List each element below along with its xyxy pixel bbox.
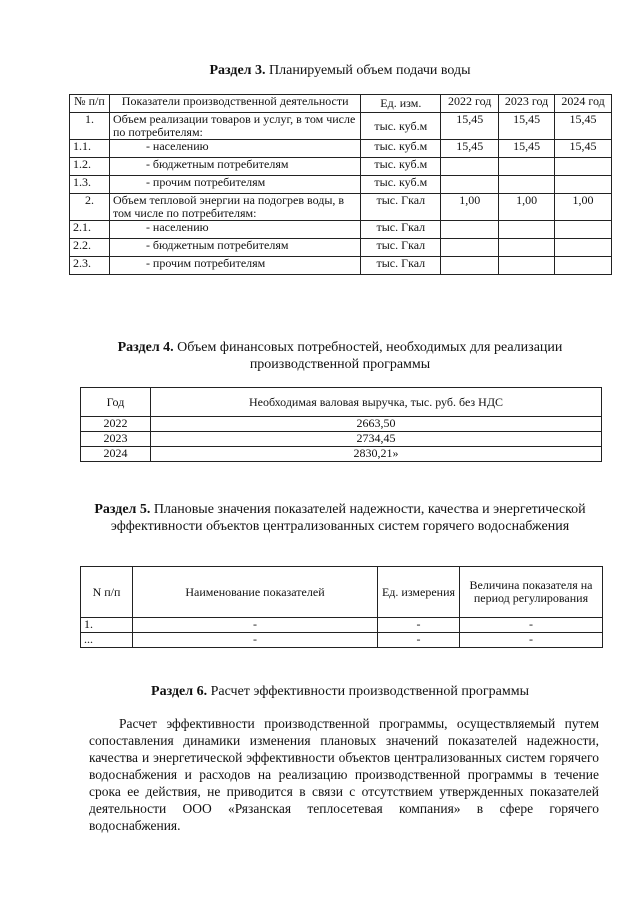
row-revenue: 2830,21»	[151, 447, 602, 462]
table-row	[70, 140, 612, 158]
header-unit: Ед. измерения	[378, 567, 460, 618]
row-revenue: 2734,45	[151, 432, 602, 447]
planned-water-supply-table	[69, 94, 612, 275]
table-row	[70, 113, 612, 140]
header-year-2024: 2024 год	[555, 95, 612, 113]
row-value-2022	[441, 176, 499, 194]
row-num: 2.3.	[70, 257, 110, 275]
row-revenue: 2663,50	[151, 417, 602, 432]
row-value: -	[460, 633, 603, 648]
row-value-2024	[555, 176, 612, 194]
header-num: N п/п	[81, 567, 133, 618]
row-num: 2.	[70, 194, 110, 221]
header-name: Наименование показателей	[133, 567, 378, 618]
reliability-indicators-table	[80, 566, 603, 648]
table-header-row	[81, 388, 602, 417]
row-value-2023	[499, 221, 555, 239]
row-num: 1.	[81, 618, 133, 633]
section-3-title: Планируемый объем подачи воды	[265, 63, 471, 78]
row-value-2022	[441, 158, 499, 176]
row-indicator: Объем тепловой энергии на подогрев воды, в том числе по потребителям:	[109, 194, 360, 221]
row-indicator: - прочим потребителям	[109, 257, 360, 275]
header-indicator: Показатели производственной деятельности	[109, 95, 360, 113]
section-3-heading	[70, 62, 610, 79]
row-indicator: - населению	[109, 140, 360, 158]
row-unit: тыс. куб.м	[361, 176, 441, 194]
row-value-2023	[499, 257, 555, 275]
row-indicator: - прочим потребителям	[109, 176, 360, 194]
row-unit: тыс. куб.м	[361, 158, 441, 176]
row-value-2024: 15,45	[555, 113, 612, 140]
row-value-2024	[555, 221, 612, 239]
section-6-heading	[70, 683, 610, 700]
header-value: Величина показателя на период регулирования	[460, 567, 603, 618]
table-row	[70, 239, 612, 257]
row-value-2023: 15,45	[499, 140, 555, 158]
row-value-2024	[555, 158, 612, 176]
table-row	[70, 176, 612, 194]
row-value: -	[460, 618, 603, 633]
row-unit: тыс. Гкал	[361, 239, 441, 257]
header-year-2022: 2022 год	[441, 95, 499, 113]
row-unit: тыс. куб.м	[361, 140, 441, 158]
row-num: 2.2.	[70, 239, 110, 257]
section-3-number: Раздел 3.	[209, 63, 266, 78]
section-4-title: Объем финансовых потребностей, необходимых для реализации производственной программы	[173, 340, 563, 372]
table-row	[81, 432, 602, 447]
table-row	[70, 194, 612, 221]
header-year-2023: 2023 год	[499, 95, 555, 113]
row-value-2022: 1,00	[441, 194, 499, 221]
row-value-2022: 15,45	[441, 113, 499, 140]
row-value-2023	[499, 239, 555, 257]
row-value-2023	[499, 176, 555, 194]
table-header-row	[70, 95, 612, 113]
row-value-2024: 1,00	[555, 194, 612, 221]
row-value-2022	[441, 239, 499, 257]
section-4-number: Раздел 4.	[117, 340, 174, 355]
row-year: 2024	[81, 447, 151, 462]
table-row	[81, 447, 602, 462]
row-unit: тыс. Гкал	[361, 257, 441, 275]
row-name: -	[133, 633, 378, 648]
row-num: 1.3.	[70, 176, 110, 194]
header-num: № п/п	[70, 95, 110, 113]
section-6-number: Раздел 6.	[151, 684, 208, 699]
header-year: Год	[81, 388, 151, 417]
row-value-2024: 15,45	[555, 140, 612, 158]
section-5-title: Плановые значения показателей надежности, качества и энергетической эффективности объектов централизованных систем горячего водоснабжения	[110, 502, 586, 534]
row-value-2024	[555, 239, 612, 257]
row-indicator: Объем реализации товаров и услуг, в том числе по потребителям:	[109, 113, 360, 140]
row-unit: тыс. Гкал	[361, 194, 441, 221]
row-year: 2023	[81, 432, 151, 447]
row-num: 1.	[70, 113, 110, 140]
row-value-2024	[555, 257, 612, 275]
row-name: -	[133, 618, 378, 633]
row-value-2023: 15,45	[499, 113, 555, 140]
table-row	[70, 158, 612, 176]
row-value-2023: 1,00	[499, 194, 555, 221]
table-row	[81, 618, 603, 633]
financial-needs-table	[80, 387, 602, 462]
section-6-paragraph: Расчет эффективности производственной программы, осуществляемый путем сопоставления динамики изменения плановых значений показателей надежности, качества и энергетической эффективности объектов централизованных систем горячего водоснабжения и расходов на реализацию производственной программы в течение срока ее действия, не приводится в связи с отсутствием утвержденных показателей деятельности ООО «Рязанская теплосетевая компания» в сфере горячего водоснабжения.	[89, 716, 599, 833]
row-num: ...	[81, 633, 133, 648]
row-value-2022	[441, 221, 499, 239]
section-4-heading	[70, 339, 610, 373]
row-unit: тыс. Гкал	[361, 221, 441, 239]
row-unit: -	[378, 618, 460, 633]
section-5-heading	[70, 501, 610, 535]
row-value-2022: 15,45	[441, 140, 499, 158]
section-5-number: Раздел 5.	[94, 502, 151, 517]
header-unit: Ед. изм.	[361, 95, 441, 113]
row-indicator: - бюджетным потребителям	[109, 158, 360, 176]
table-row	[70, 221, 612, 239]
section-6-title: Расчет эффективности производственной программы	[207, 684, 529, 699]
table-header-row	[81, 567, 603, 618]
table-row	[81, 417, 602, 432]
row-unit: тыс. куб.м	[361, 113, 441, 140]
row-num: 1.1.	[70, 140, 110, 158]
row-num: 1.2.	[70, 158, 110, 176]
row-indicator: - бюджетным потребителям	[109, 239, 360, 257]
row-unit: -	[378, 633, 460, 648]
table-row	[70, 257, 612, 275]
row-indicator: - населению	[109, 221, 360, 239]
row-num: 2.1.	[70, 221, 110, 239]
row-value-2023	[499, 158, 555, 176]
table-row	[81, 633, 603, 648]
header-revenue: Необходимая валовая выручка, тыс. руб. без НДС	[151, 388, 602, 417]
row-year: 2022	[81, 417, 151, 432]
row-value-2022	[441, 257, 499, 275]
